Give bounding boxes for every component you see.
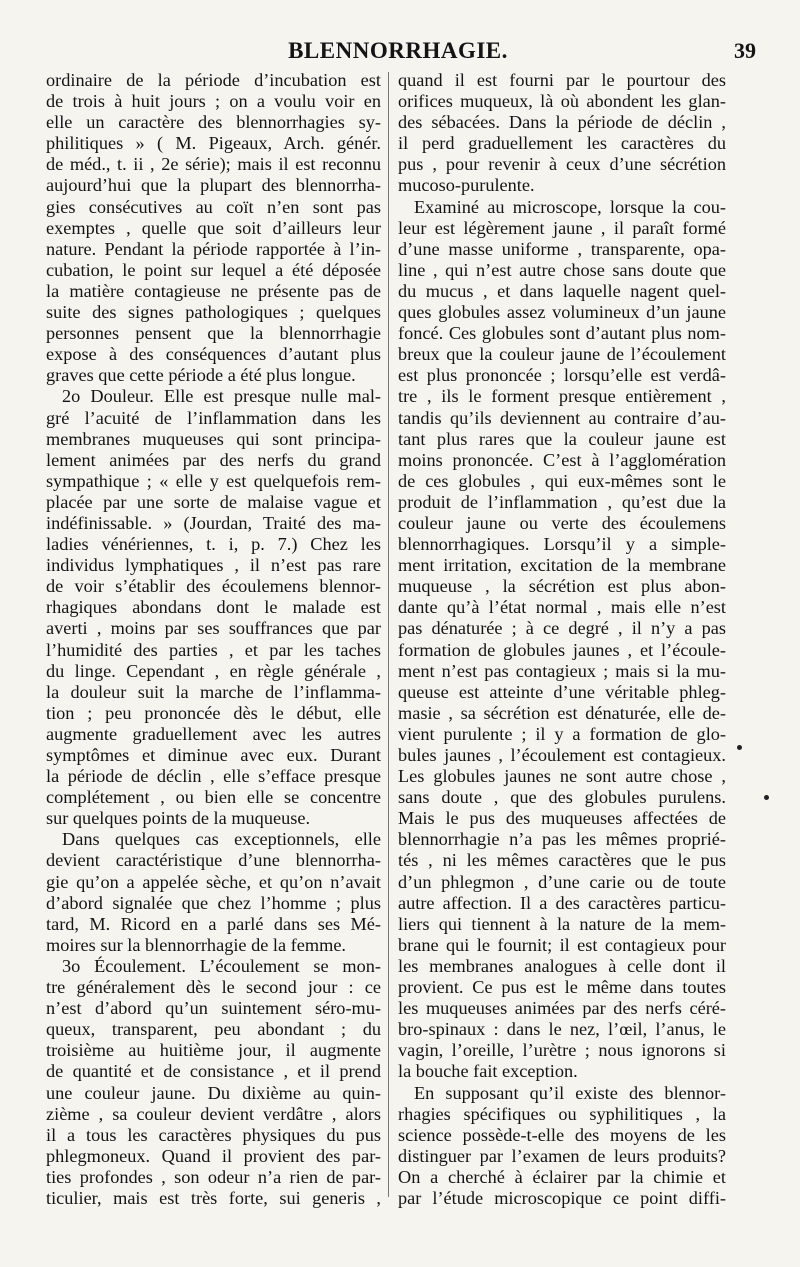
text-line: produit de l’inflammation , qu’est due la: [398, 491, 726, 512]
right-column: [398, 70, 726, 1209]
text-line: vagin, l’oreille, l’urètre ; nous ignorons si: [398, 1040, 726, 1061]
text-line: tandis qu’ils deviennent au contraire d’au-: [398, 407, 726, 428]
text-line: autre affection. Il a des caractères particu-: [398, 892, 726, 913]
text-line: suite des signes pathologiques ; quelques: [46, 302, 381, 323]
text-line: des sébacées. Dans la période de déclin ,: [398, 112, 726, 133]
text-line: orifices muqueux, là où abondent les glan-: [398, 91, 726, 112]
text-line: En supposant qu’il existe des blennor-: [414, 1082, 726, 1103]
text-line: phlegmoneux. Quand il provient des par-: [46, 1145, 381, 1166]
text-line: Mais le pus des muqueuses affectées de: [398, 808, 726, 829]
margin-dot: [764, 795, 769, 800]
text-line: tion ; peu prononcée dès le début, elle: [46, 702, 381, 723]
text-line: symptômes et diminue avec eux. Durant: [46, 745, 381, 765]
text-line: masie , sa sécrétion est dénaturée, elle de-: [398, 702, 726, 723]
text-line: dante qu’à l’état normal , mais elle n’est: [398, 597, 726, 618]
text-line: rhagies spécifiques ou syphilitiques , la: [398, 1103, 726, 1124]
text-line: l’humidité des parties , et par les taches: [46, 639, 381, 660]
text-line: science possède-t-elle des moyens de les: [398, 1124, 726, 1145]
text-line: On a cherché à éclairer par la chimie et: [398, 1166, 726, 1187]
text-line: ties profondes , son odeur n’a rien de par-: [46, 1166, 381, 1187]
text-line: moins prononcée. C’est à l’agglomération: [398, 449, 726, 470]
text-line: d’abord signalée que chez l’homme ; plus: [46, 892, 381, 913]
page-number: 39: [734, 38, 756, 63]
text-line: mucoso-purulente.: [398, 175, 535, 196]
text-line: placée par une sorte de malaise vague et: [46, 491, 381, 512]
text-line: complétement , ou bien elle se concentre: [46, 787, 381, 808]
text-line: ment irritation, excitation de la membrane: [398, 555, 726, 576]
text-line: moires sur la blennorrhagie de la femme.: [46, 934, 347, 955]
text-line: formation de globules jaunes , et l’écoule-: [398, 639, 726, 660]
text-line: indéfinissable. » (Jourdan, Traité des ma-: [46, 512, 381, 533]
text-line: sur quelques points de la muqueuse.: [46, 808, 311, 829]
text-line: graves que cette période a été plus longue.: [46, 365, 356, 386]
text-line: par l’étude microscopique ce point diffi-: [398, 1187, 726, 1208]
text-line: pas dénaturée ; à ce degré , il n’y a pas: [398, 618, 726, 639]
text-line: les muqueuses animées par des nerfs céré-: [398, 998, 726, 1019]
text-line: line , qui n’est autre chose sans doute que: [398, 259, 726, 280]
text-line: Dans quelques cas exceptionnels, elle: [62, 829, 381, 850]
text-line: ques globules assez volumineux d’un jaune: [398, 302, 726, 323]
text-line: pus , pour revenir à ceux d’une sécrétion: [398, 154, 726, 175]
left-column: [46, 70, 381, 1209]
text-line: ticulier, mais est très forte, sui generis ,: [46, 1187, 381, 1208]
text-line: une couleur jaune. Du dixième au quin-: [46, 1082, 381, 1103]
text-line: les membranes analogues à celle dont il: [398, 955, 726, 976]
text-line: averti , moins par ses souffrances que par: [46, 618, 381, 639]
text-line: breux que la couleur jaune de l’écoulement: [398, 344, 726, 365]
text-line: de méd., t. ii , 2e série); mais il est reconnu: [46, 154, 381, 175]
text-line: il perd graduellement les caractères du: [398, 133, 726, 154]
text-line: elle un caractère des blennorrhagies sy-: [46, 112, 381, 133]
text-line: 3o Écoulement. L’écoulement se mon-: [62, 955, 381, 976]
text-line: distinguer par l’examen de leurs produits?: [398, 1145, 726, 1166]
text-line: sans doute , que des globules purulens.: [398, 787, 726, 808]
text-line: queuse est atteinte d’une véritable phleg-: [398, 681, 726, 702]
text-line: blennorrhagiques. Lorsqu’il y a simple-: [398, 534, 726, 555]
text-line: 2o Douleur. Elle est presque nulle mal-: [62, 386, 381, 407]
text-line: d’un phlegmon , d’une carie ou de toute: [398, 871, 726, 892]
text-line: tard, M. Ricord en a parlé dans ses Mé-: [46, 913, 381, 934]
text-line: du mucus , et dans laquelle nagent quel-: [398, 280, 726, 301]
text-line: ment n’est pas contagieux ; mais si la mu-: [398, 660, 726, 681]
text-line: muqueuse , la sécrétion est plus abon-: [398, 576, 726, 597]
text-line: individus lymphatiques , il n’est pas rare: [46, 555, 381, 576]
text-line: foncé. Ces globules sont d’autant plus nom-: [398, 323, 726, 344]
text-line: n’est d’abord qu’un suintement séro-mu-: [46, 998, 381, 1019]
text-line: ordinaire de la période d’incubation est: [46, 70, 381, 90]
text-line: de trois à huit jours ; on a voulu voir en: [46, 91, 381, 112]
text-line: tant plus rares que la couleur jaune est: [398, 428, 726, 449]
text-line: blennorrhagie n’a pas les mêmes proprié-: [398, 829, 726, 850]
text-line: cubation, le point sur lequel a été déposée: [46, 259, 381, 280]
text-line: la douleur suit la marche de l’inflamma-: [46, 681, 381, 702]
text-line: du linge. Cependant , en règle générale ,: [46, 660, 381, 681]
text-line: ladies vénériennes, t. i, p. 7.) Chez les: [46, 534, 381, 555]
text-line: gré l’acuité de l’inflammation dans les: [46, 407, 381, 428]
text-line: bro-spinaux : dans le nez, l’œil, l’anus, le: [398, 1019, 726, 1040]
text-line: nature. Pendant la période rapportée à l’in-: [46, 238, 381, 259]
text-line: bules jaunes , l’écoulement est contagieux.: [398, 745, 726, 765]
text-line: gie qu’on a appelée sèche, et qu’on n’avait: [46, 871, 381, 892]
text-line: lement animées par des nerfs du grand: [46, 449, 381, 470]
text-line: brane qui le fournit; il est contagieux pour: [398, 934, 726, 955]
text-line: tre , ils le forment presque entièrement ,: [398, 386, 726, 407]
text-line: devient caractéristique d’une blennorrha-: [46, 850, 381, 871]
text-line: Examiné au microscope, lorsque la cou-: [414, 196, 726, 217]
text-line: expose à des conséquences d’autant plus: [46, 344, 381, 365]
text-line: est plus prononcée ; lorsqu’elle est verdâ-: [398, 365, 726, 386]
text-line: augmente graduellement avec les autres: [46, 723, 381, 744]
text-line: queux, transparent, peu abondant ; du: [46, 1019, 381, 1040]
text-line: de quantité et de consistance , et il prend: [46, 1061, 381, 1082]
text-line: philitiques » ( M. Pigeaux, Arch. génér.: [46, 133, 381, 154]
text-line: liers qui tiennent à la nature de la mem-: [398, 913, 726, 934]
text-line: de ces globules , qui eux-mêmes sont le: [398, 470, 726, 491]
text-line: membranes muqueuses qui sont principa-: [46, 428, 381, 449]
text-line: sympathique ; « elle y est quelquefois rem-: [46, 470, 381, 491]
text-line: gies consécutives au coït n’en sont pas: [46, 196, 381, 217]
text-line: leur est légèrement jaune , il paraît formé: [398, 217, 726, 238]
text-line: couleur jaune ou verte des écoulemens: [398, 512, 726, 533]
text-line: troisième au huitième jour, il augmente: [46, 1040, 381, 1061]
text-line: Les globules jaunes ne sont autre chose ,: [398, 766, 726, 787]
text-line: de voir s’établir des écoulemens blennor-: [46, 576, 381, 597]
text-line: d’une masse uniforme , transparente, opa-: [398, 238, 726, 259]
text-line: quand il est fourni par le pourtour des: [398, 70, 726, 90]
text-line: personnes pensent que la blennorrhagie: [46, 323, 381, 344]
text-line: rhagiques abondans dont le malade est: [46, 597, 381, 618]
text-line: tés , ni les mêmes caractères que le pus: [398, 850, 726, 871]
text-line: la période de déclin , elle s’efface presque: [46, 766, 381, 787]
text-line: aujourd’hui que la plupart des blennorrha-: [46, 175, 381, 196]
text-line: la bouche fait exception.: [398, 1061, 578, 1082]
running-title: BLENNORRHAGIE.: [288, 38, 508, 63]
margin-dot: [737, 745, 742, 750]
text-line: tre généralement dès le second jour : ce: [46, 977, 381, 998]
text-line: la matière contagieuse ne présente pas de: [46, 280, 381, 301]
text-line: zième , sa couleur devient verdâtre , alors: [46, 1103, 381, 1124]
text-line: provient. Ce pus est le même dans toutes: [398, 977, 726, 998]
text-line: vient purulente ; il y a formation de glo-: [398, 723, 726, 744]
column-divider: [388, 72, 389, 1197]
page-header: [40, 38, 756, 68]
text-line: exemptes , quelle que soit d’ailleurs leur: [46, 217, 381, 238]
text-line: il a tous les caractères physiques du pus: [46, 1124, 381, 1145]
